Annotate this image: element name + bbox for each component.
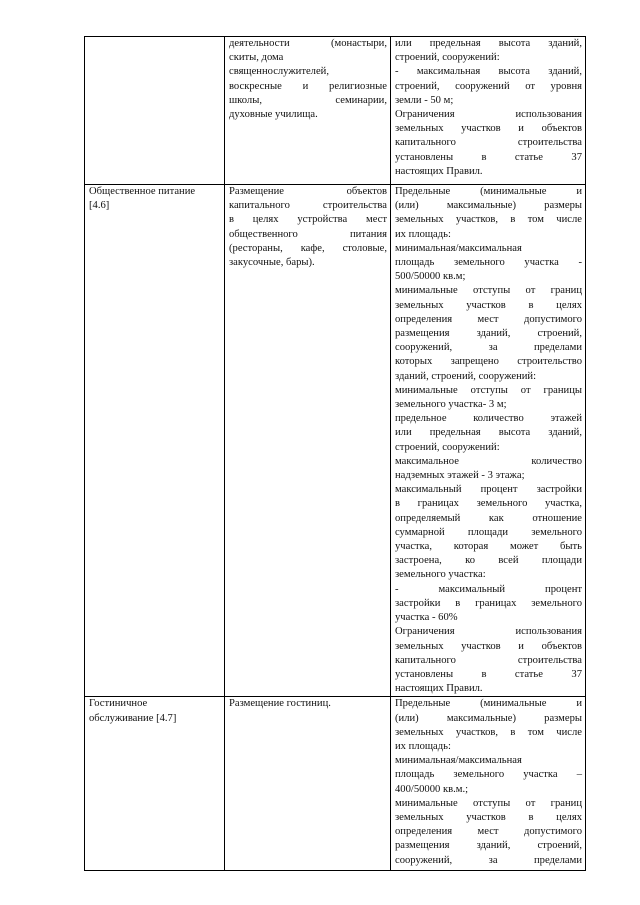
text-line: минимальная/максимальная	[395, 755, 522, 767]
text-line: земельных участков в целях	[395, 299, 582, 311]
text-line: строений, сооружений:	[395, 52, 500, 64]
text-line: священнослужителей,	[229, 66, 329, 78]
text-line: земельных участков и объектов	[395, 123, 582, 135]
text-line: их площадь:	[395, 228, 451, 240]
text-line: капитального строительства	[229, 200, 387, 212]
text-line: определения мест допустимого	[395, 826, 582, 838]
text-line: (или) максимальные) размеры	[395, 200, 582, 212]
text-line: Размещение гостиниц.	[229, 698, 331, 710]
text-line: максимальное количество	[395, 455, 582, 467]
text-line: [4.6]	[89, 200, 110, 212]
text-line: земельных участков, в том числе	[395, 726, 582, 738]
text-line: размещения зданий, строений,	[395, 328, 582, 340]
text-line: размещения зданий, строений,	[395, 840, 582, 852]
text-line: Общественное питание	[89, 186, 196, 197]
text-line: или предельная высота зданий,	[395, 427, 582, 439]
text-line: школы, семинарии,	[229, 94, 387, 106]
text-line: капитального строительства	[395, 654, 582, 666]
parameters-cell	[391, 37, 586, 185]
text-line: воскресные и религиозные	[229, 80, 387, 92]
use-type-cell	[85, 697, 225, 871]
text-line: участка - 60%	[395, 612, 458, 624]
text-line: Ограничения использования	[395, 626, 582, 638]
text-line: в границах земельного участка,	[395, 498, 582, 510]
text-line: деятельности (монастыри,	[229, 38, 387, 49]
text-line: земельного участка- 3 м;	[395, 399, 507, 411]
text-line: Гостиничное	[89, 698, 148, 710]
text-line: установлены в статье 37	[395, 668, 582, 680]
text-line: земельных участков, в том числе	[395, 214, 582, 226]
text-line: зданий, строений, сооружений:	[395, 370, 537, 382]
text-line: минимальные отступы от границ	[395, 797, 582, 809]
text-line: земельных участков в целях	[395, 811, 582, 823]
text-line: - максимальный процент	[395, 583, 582, 595]
text-line: которых запрещено строительство	[395, 356, 582, 368]
text-line: минимальные отступы от границы	[395, 384, 582, 396]
text-line: земельных участков и объектов	[395, 640, 582, 652]
use-description-cell	[225, 697, 391, 871]
text-line: капитального строительства	[395, 137, 582, 149]
text-line: предельное количество этажей	[395, 413, 582, 425]
text-line: максимальный процент застройки	[395, 484, 582, 496]
text-line: обслуживание [4.7]	[89, 712, 177, 724]
text-line: их площадь:	[395, 740, 451, 752]
use-type-cell	[85, 185, 225, 697]
parameters-cell	[391, 185, 586, 697]
text-line: Ограничения использования	[395, 109, 582, 121]
text-line: общественного питания	[229, 228, 387, 240]
text-line: участка, которая может быть	[395, 541, 582, 553]
use-description-cell	[225, 185, 391, 697]
text-line: сооружений, за пределами	[395, 854, 582, 866]
text-line: Размещение объектов	[229, 186, 387, 197]
text-line: минимальная/максимальная	[395, 242, 522, 254]
text-line: (или) максимальные) размеры	[395, 712, 582, 724]
text-line: минимальные отступы от границ	[395, 285, 582, 297]
parameters-cell	[391, 697, 586, 871]
text-line: определяемый как отношение	[395, 512, 582, 524]
text-line: строений, сооружений от уровня	[395, 80, 582, 92]
text-line: Предельные (минимальные и	[395, 698, 582, 710]
text-line: строений, сооружений:	[395, 441, 500, 453]
text-line: духовные училища.	[229, 109, 318, 121]
text-line: установлены в статье 37	[395, 151, 582, 163]
text-line: надземных этажей - 3 этажа;	[395, 470, 525, 482]
text-line: настоящих Правил.	[395, 683, 483, 695]
text-line: в целях устройства мест	[229, 214, 387, 226]
text-line: - максимальная высота зданий,	[395, 66, 582, 78]
text-line: настоящих Правил.	[395, 165, 483, 177]
text-line: площадь земельного участка –	[395, 769, 582, 781]
text-line: Предельные (минимальные и	[395, 186, 582, 197]
text-line: закусочные, бары).	[229, 257, 315, 269]
text-line: земли - 50 м;	[395, 94, 454, 106]
use-type-cell	[85, 37, 225, 185]
text-line: сооружений, за пределами	[395, 342, 582, 354]
table-row	[85, 697, 586, 871]
text-line: скиты, дома	[229, 52, 284, 64]
text-line: суммарной площади земельного	[395, 526, 582, 538]
table-row	[85, 185, 586, 697]
text-line: площадь земельного участка -	[395, 257, 582, 269]
text-line: застройки в границах земельного	[395, 597, 582, 609]
text-line: (рестораны, кафе, столовые,	[229, 242, 387, 254]
use-description-cell	[225, 37, 391, 185]
text-line: или предельная высота зданий,	[395, 38, 582, 49]
table-row	[85, 37, 586, 185]
text-line: застроена, ко всей площади	[395, 555, 582, 567]
text-line: 400/50000 кв.м.;	[395, 783, 469, 795]
text-line: 500/50000 кв.м;	[395, 271, 466, 283]
text-line: определения мест допустимого	[395, 313, 582, 325]
land-use-regulations-table	[84, 36, 586, 871]
text-line: земельного участка:	[395, 569, 486, 581]
